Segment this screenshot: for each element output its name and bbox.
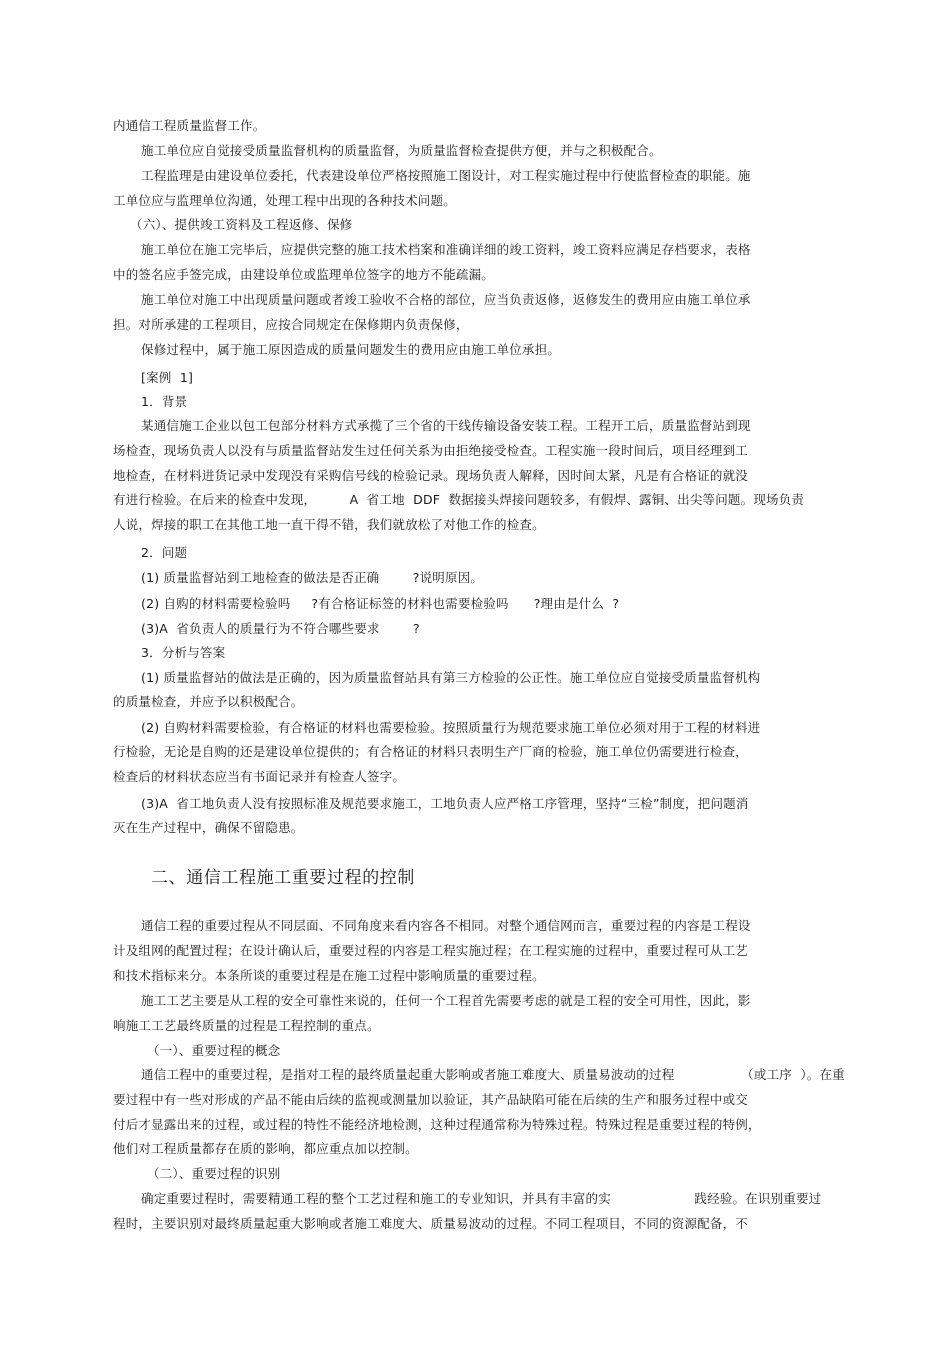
text-line: (3)A 省负责人的质量行为不符合哪些要求 ? [141,621,420,636]
text-line: (1) 质量监督站到工地检查的做法是否正确 ?说明原因。 [141,570,484,585]
text-line: 确定重要过程时，需要精通工程的整个工艺过程和施工的专业知识，并具有丰富的实 践经验。在识别重要过 [141,1191,822,1206]
text-line: 有进行检验。在后来的检查中发现， A 省工地 DDF 数据接头焊接问题较多，有假焊、露铜、出尖等问题。现场负责 [113,492,805,507]
section-subheading: （二）、重要过程的识别 [147,1166,281,1181]
text-line: 某通信施工企业以包工包部分材料方式承揽了三个省的干线传输设备安装工程。工程开工后，质量监督站到现 [141,418,751,433]
text-line: 内通信工程质量监督工作。 [113,118,266,133]
text-line: 他们对工程质量都存在质的影响，都应重点加以控制。 [113,1141,418,1156]
text-line: (2) 自购材料需要检验，有合格证的材料也需要检验。按照质量行为规范要求施工单位必须对用于工程的材料进 [141,720,761,735]
text-line: 3．分析与答案 [141,645,226,660]
text-line: 响施工工艺最终质量的过程是工程控制的重点。 [113,1018,380,1033]
text-line: 人说，焊接的职工在其他工地一直干得不错，我们就放松了对他工作的检查。 [113,517,545,532]
text-line: 通信工程中的重要过程，是指对工程的最终质量起重大影响或者施工难度大、质量易波动的过程 （或工序 ）。在重 [141,1067,845,1082]
section-subheading: （一）、重要过程的概念 [147,1043,281,1058]
text-line: 2．问题 [141,545,188,560]
text-line: 付后才显露出来的过程，或过程的特性不能经济地检测，这种过程通常称为特殊过程。特殊过程是重要过程的特例， [113,1117,761,1132]
text-line: 地检查，在材料进货记录中发现没有采购信号线的检验记录。现场负责人解释，因时间太紧，凡是有合格证的就没 [113,468,749,483]
text-line: 计及组网的配置过程；在设计确认后，重要过程的内容是工程实施过程；在工程实施的过程中，重要过程可从工艺 [113,943,749,958]
text-line: 施工单位应自觉接受质量监督机构的质量监督，为质量监督检查提供方便，并与之积极配合。 [141,143,662,158]
text-line: 工程监理是由建设单位委托，代表建设单位严格按照施工图设计，对工程实施过程中行使监督检查的职能。施 [141,168,751,183]
text-line: (1) 质量监督站的做法是正确的，因为质量监督站具有第三方检验的公正性。施工单位应自觉接受质量监督机构 [141,670,761,685]
text-line: 工单位应与监理单位沟通，处理工程中出现的各种技术问题。 [113,193,456,208]
section-subheading: （六）、提供竣工资料及工程返修、保修 [130,217,353,232]
text-line: 担。对所承建的工程项目，应按合同规定在保修期内负责保修， [113,317,469,332]
text-line: 和技术指标来分。本条所谈的重要过程是在施工过程中影响质量的重要过程。 [113,968,545,983]
text-line: 的质量检查，并应予以积极配合。 [113,694,304,709]
text-line: 场检查，现场负责人以没有与质量监督站发生过任何关系为由拒绝接受检查。工程实施一段时间后，项目经理到工 [113,443,749,458]
case-label: [案例 1] [141,370,194,385]
text-line: (3)A 省工地负责人没有按照标准及规范要求施工，工地负责人应严格工序管理，坚持“三检”制度，把问题消 [141,796,749,811]
section-heading: 二、通信工程施工重要过程的控制 [151,868,415,888]
text-line: 1．背景 [141,394,188,409]
text-line: 通信工程的重要过程从不同层面、不同角度来看内容各不相同。对整个通信网而言，重要过程的内容是工程设 [141,918,751,933]
text-line: 程时，主要识别对最终质量起重大影响或者施工难度大、质量易波动的过程。不同工程项目，不同的资源配备，不 [113,1216,749,1231]
text-line: 中的签名应手签完成，由建设单位或监理单位签字的地方不能疏漏。 [113,267,495,282]
text-line: 施工工艺主要是从工程的安全可靠性来说的，任何一个工程首先需要考虑的就是工程的安全可用性，因此，影 [141,993,751,1008]
text-line: 施工单位对施工中出现质量问题或者竣工验收不合格的部位，应当负责返修，返修发生的费用应由施工单位承 [141,292,751,307]
text-line: 灭在生产过程中，确保不留隐患。 [113,820,304,835]
text-line: (2) 自购的材料需要检验吗 ?有合格证标签的材料也需要检验吗 ?理由是什么 ? [141,596,620,611]
text-line: 行检验，无论是自购的还是建设单位提供的；有合格证的材料只表明生产厂商的检验，施工单位仍需要进行检查， [113,744,749,759]
text-line: 要过程中有一些对形成的产品不能由后续的监视或测量加以验证，其产品缺陷可能在后续的生产和服务过程中或交 [113,1092,749,1107]
text-line: 保修过程中，属于施工原因造成的质量问题发生的费用应由施工单位承担。 [141,342,561,357]
text-line: 施工单位在施工完毕后，应提供完整的施工技术档案和准确详细的竣工资料，竣工资料应满足存档要求，表格 [141,242,751,257]
text-line: 检查后的材料状态应当有书面记录并有检查人签字。 [113,769,406,784]
